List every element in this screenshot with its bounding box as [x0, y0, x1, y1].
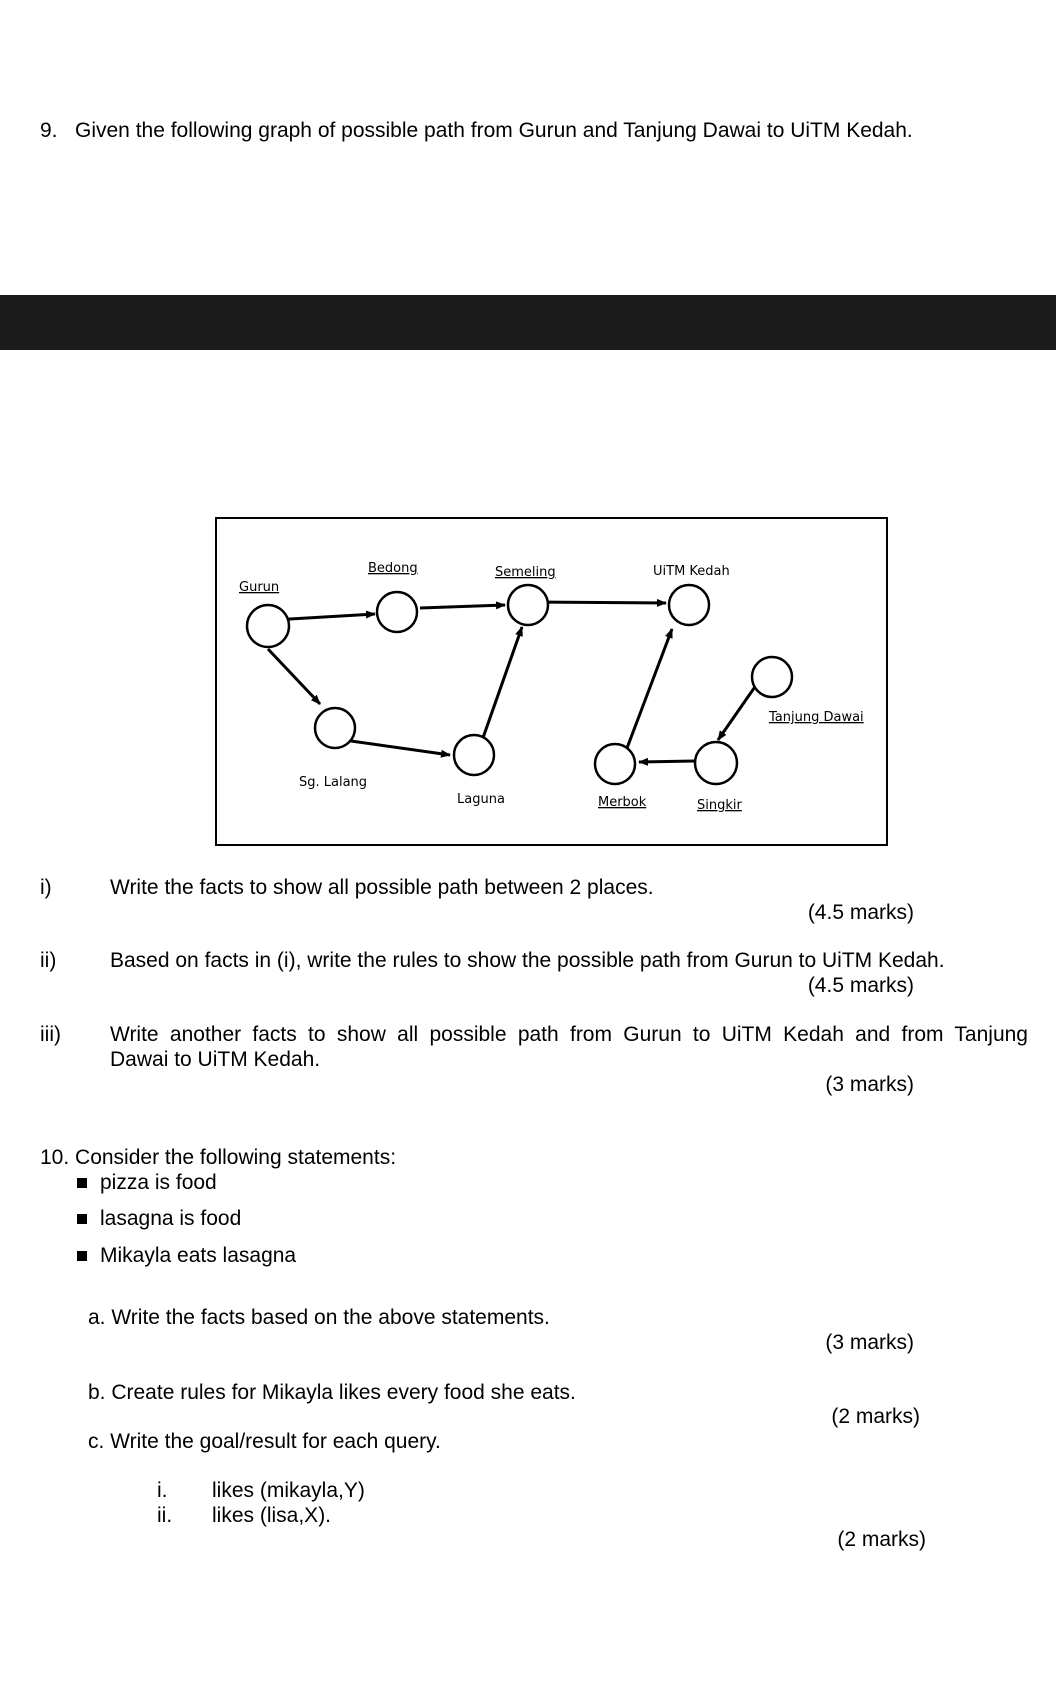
node-semeling [508, 585, 548, 625]
edge-merbok-uitm [621, 629, 672, 764]
part-ii-marks: (4.5 marks) [807, 974, 914, 997]
label-gurun: Gurun [239, 580, 280, 595]
question-9-number: 9. [40, 119, 58, 142]
part-iii-text-line1: Write another facts to show all possible path from Gurun to UiTM Kedah and from Tanjung [110, 1023, 1028, 1046]
statement-3: Mikayla eats lasagna [100, 1244, 297, 1267]
edge-singkir-merbok [639, 761, 695, 762]
part-iii-text-line2: Dawai to UiTM Kedah. [110, 1048, 321, 1071]
part-b-text: b. Create rules for Mikayla likes every food she eats. [88, 1381, 576, 1404]
statement-1: pizza is food [100, 1171, 217, 1194]
edge-bedong-semeling [420, 605, 505, 608]
bullet-3 [77, 1251, 87, 1261]
bullet-1 [77, 1178, 87, 1188]
label-tanjung: Tanjung Dawai [769, 710, 864, 725]
node-laguna [454, 735, 494, 775]
query-1-text: likes (mikayla,Y) [212, 1479, 365, 1502]
part-a-marks: (3 marks) [825, 1331, 914, 1354]
part-i-number: i) [40, 876, 52, 899]
label-semeling: Semeling [495, 565, 556, 580]
query-2-text: likes (lisa,X). [212, 1504, 332, 1527]
redaction-band [0, 295, 1056, 350]
edge-tanjung-singkir [718, 681, 759, 740]
node-bedong [377, 592, 417, 632]
label-bedong: Bedong [368, 561, 418, 576]
part-c-marks: (2 marks) [837, 1528, 926, 1551]
node-tanjung [752, 657, 792, 697]
question-9-text: Given the following graph of possible path from Gurun and Tanjung Dawai to UiTM Kedah. [75, 119, 913, 142]
part-ii-text: Based on facts in (i), write the rules to show the possible path from Gurun to UiTM Kedah. [110, 949, 945, 972]
edge-sglalang-laguna [351, 741, 450, 755]
node-singkir [695, 742, 737, 784]
part-iii-number: iii) [40, 1023, 61, 1046]
part-ii-number: ii) [40, 949, 57, 972]
part-i-marks: (4.5 marks) [807, 901, 914, 924]
label-uitm: UiTM Kedah [653, 564, 730, 579]
edge-laguna-semeling [478, 627, 522, 752]
label-merbok: Merbok [598, 795, 647, 810]
query-1-number: i. [157, 1479, 168, 1502]
question-10-heading: 10. Consider the following statements: [40, 1146, 397, 1169]
part-c-text: c. Write the goal/result for each query. [88, 1430, 441, 1453]
graph-svg [217, 519, 886, 844]
query-2-number: ii. [157, 1504, 173, 1527]
part-iii-marks: (3 marks) [825, 1073, 914, 1096]
edge-gurun-sglalang [268, 649, 320, 704]
node-uitm [669, 585, 709, 625]
bullet-2 [77, 1214, 87, 1224]
path-graph [215, 517, 888, 846]
node-merbok [595, 744, 635, 784]
label-sglalang: Sg. Lalang [299, 775, 368, 790]
node-gurun [247, 605, 289, 647]
statement-2: lasagna is food [100, 1207, 242, 1230]
node-sglalang [315, 708, 355, 748]
part-b-marks: (2 marks) [831, 1405, 920, 1428]
label-laguna: Laguna [457, 792, 505, 807]
edge-semeling-uitm [529, 602, 666, 603]
part-a-text: a. Write the facts based on the above statements. [88, 1306, 550, 1329]
label-singkir: Singkir [697, 798, 742, 813]
part-i-text: Write the facts to show all possible path between 2 places. [110, 876, 654, 899]
